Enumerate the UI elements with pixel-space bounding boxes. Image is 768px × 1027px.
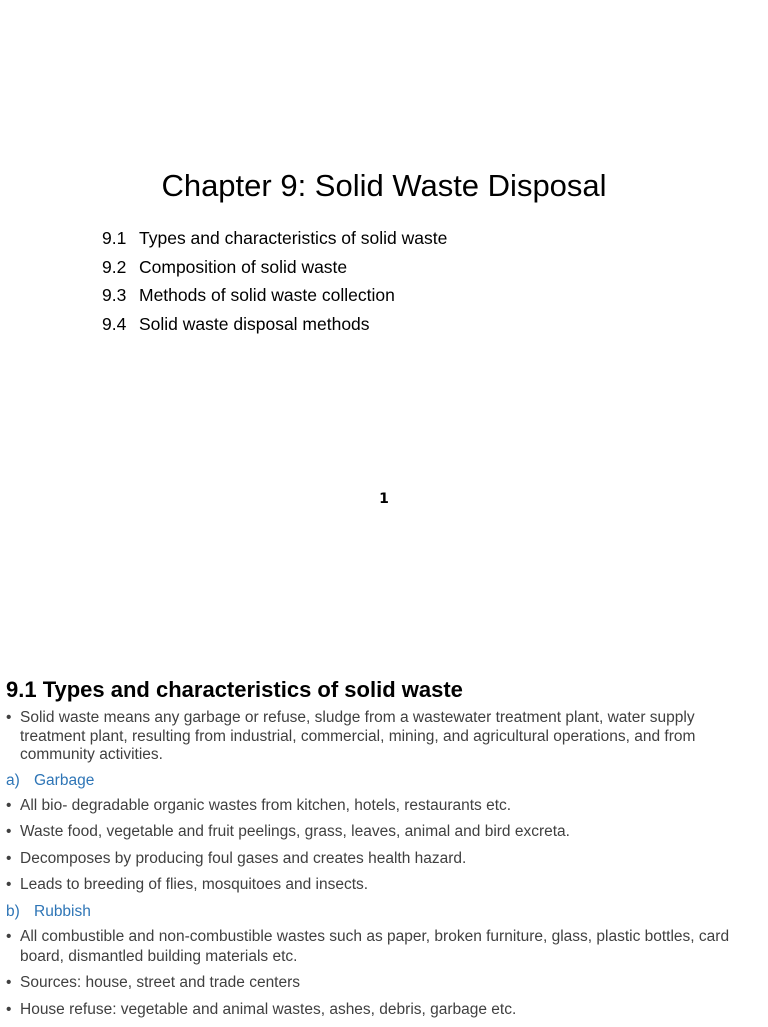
toc-number: 9.1 bbox=[102, 228, 127, 248]
list-item-text: All combustible and non-combustible wastes such as paper, broken furniture, glass, plastic bottles, card board, dismantled building materials etc. bbox=[20, 927, 730, 965]
subheading-rubbish bbox=[6, 902, 746, 922]
list-item-text: Decomposes by producing foul gases and creates health hazard. bbox=[20, 849, 467, 867]
toc-number: 9.2 bbox=[102, 256, 127, 277]
list-item-text: All bio- degradable organic wastes from kitchen, hotels, restaurants etc. bbox=[20, 796, 512, 814]
bullet-icon: • bbox=[6, 876, 12, 894]
subheading-label: Garbage bbox=[34, 771, 95, 789]
toc-text: Methods of solid waste collection bbox=[139, 285, 395, 306]
toc-item bbox=[102, 253, 447, 282]
bullet-icon: • bbox=[6, 1001, 12, 1019]
toc-text: Types and characteristics of solid waste bbox=[139, 228, 448, 248]
subheading-letter: b) bbox=[6, 902, 20, 920]
page-number: 1 bbox=[379, 491, 389, 507]
bullet-icon: • bbox=[6, 849, 12, 867]
list-item bbox=[6, 796, 746, 816]
list-item-text: Leads to breeding of flies, mosquitoes and insects. bbox=[20, 876, 369, 894]
toc-number: 9.3 bbox=[102, 285, 127, 306]
chapter-title: Chapter 9: Solid Waste Disposal bbox=[161, 168, 607, 203]
subheading-letter: a) bbox=[6, 771, 20, 789]
list-item-text: Waste food, vegetable and fruit peelings, grass, leaves, animal and bird excreta. bbox=[20, 823, 570, 841]
toc-text: Composition of solid waste bbox=[139, 256, 348, 277]
list-item-text: House refuse: vegetable and animal wastes, ashes, debris, garbage etc. bbox=[20, 1001, 517, 1019]
list-item bbox=[6, 1000, 746, 1020]
table-of-contents bbox=[102, 224, 447, 338]
bullet-icon: • bbox=[6, 796, 12, 814]
toc-item bbox=[102, 310, 447, 339]
toc-item bbox=[102, 281, 447, 310]
list-item bbox=[6, 822, 746, 842]
bullet-icon: • bbox=[6, 709, 12, 726]
toc-text: Solid waste disposal methods bbox=[139, 313, 370, 334]
list-item bbox=[6, 875, 746, 895]
subheading-garbage bbox=[6, 771, 746, 791]
section-heading: 9.1 Types and characteristics of solid waste bbox=[6, 677, 463, 702]
subheading-label: Rubbish bbox=[34, 902, 91, 920]
content-slide bbox=[0, 640, 768, 1024]
list-item-text: Sources: house, street and trade centers bbox=[20, 974, 301, 992]
section-content bbox=[6, 709, 746, 1027]
intro-paragraph bbox=[6, 709, 746, 765]
list-item bbox=[6, 849, 746, 869]
intro-text: Solid waste means any garbage or refuse, sludge from a wastewater treatment plant, water supply treatment plant, resulting from industrial, commercial, mining, and agricultural operations, and from community activities. bbox=[20, 709, 696, 763]
list-item bbox=[6, 973, 746, 993]
bullet-icon: • bbox=[6, 823, 12, 841]
list-item bbox=[6, 927, 746, 967]
toc-number: 9.4 bbox=[102, 313, 127, 334]
bullet-icon: • bbox=[6, 974, 12, 992]
bullet-icon: • bbox=[6, 927, 12, 945]
toc-item bbox=[102, 224, 447, 253]
